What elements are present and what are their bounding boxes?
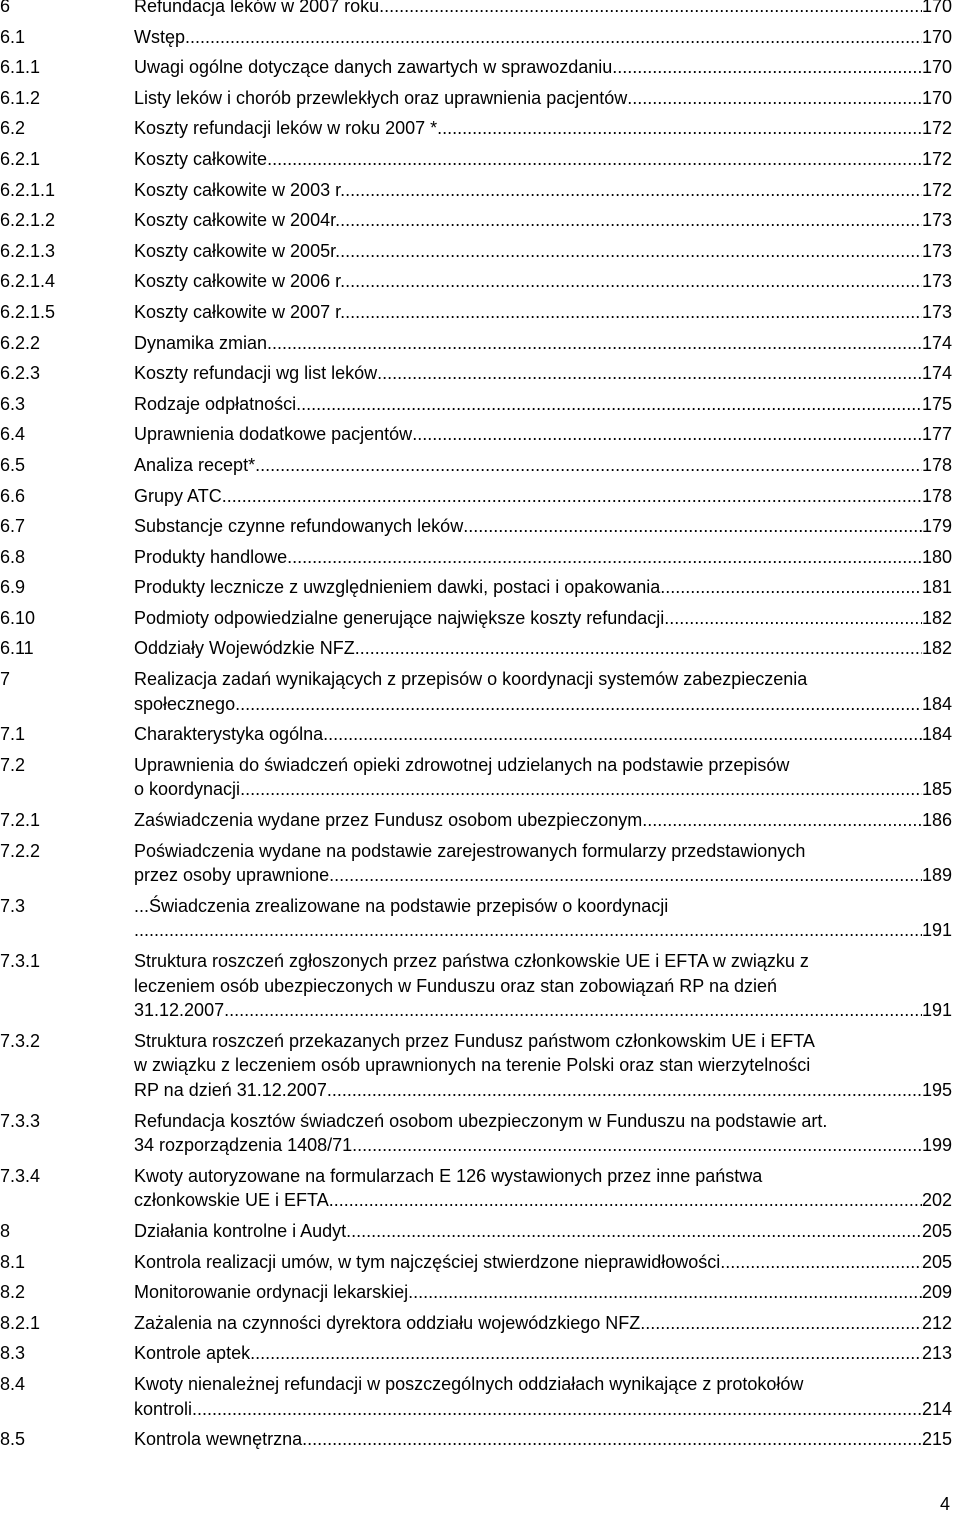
dot-leader (255, 453, 922, 478)
toc-entry[interactable] (0, 949, 952, 1023)
toc-entry-title-line: Refundacja kosztów świadczeń osobom ubezpieczonym w Funduszu na podstawie art. (134, 1110, 828, 1131)
toc-entry-title: Produkty lecznicze z uwzględnieniem dawki, postaci i opakowania (134, 577, 661, 598)
toc-entry[interactable] (0, 839, 952, 888)
toc-entry-title-line: Struktura roszczeń przekazanych przez Fundusz państwom członkowskim UE i EFTA (134, 1030, 815, 1051)
toc-entry-title: Koszty refundacji wg list leków (134, 363, 378, 384)
toc-entry[interactable] (0, 1341, 952, 1366)
toc-entry[interactable] (0, 422, 952, 447)
toc-entry-page: 195 (921, 1079, 952, 1100)
toc-entry-page: 182 (921, 607, 952, 628)
toc-entry-number: 7.2.1 (0, 810, 41, 831)
toc-entry-title: Koszty całkowite w 2007 r. (134, 301, 346, 322)
toc-entry-number: 8.2.1 (0, 1312, 41, 1333)
dot-leader (627, 86, 922, 111)
toc-entry-title-line: w związku z leczeniem osób uprawnionych na terenie Polski oraz stan wierzytelności (134, 1055, 811, 1076)
toc-entry-title: Kontrola wewnętrzna (134, 1429, 303, 1450)
toc-entry-page: 170 (921, 26, 952, 47)
toc-entry-number: 8.1 (0, 1251, 26, 1272)
toc-entry-title: Podmioty odpowiedzialne generujące największe koszty refundacji (134, 607, 665, 628)
toc-entry-number: 6.2.1 (0, 148, 41, 169)
toc-entry-page: 174 (921, 332, 952, 353)
toc-entry-number: 6.2.3 (0, 363, 41, 384)
toc-entry-number: 8.3 (0, 1343, 26, 1364)
toc-entry-page: 180 (921, 546, 952, 567)
toc-entry-title: Działania kontrolne i Audyt (134, 1220, 347, 1241)
toc-entry-title: Zaświadczenia wydane przez Fundusz osobom ubezpieczonym (134, 810, 643, 831)
toc-entry-number: 8.5 (0, 1429, 26, 1450)
toc-entry[interactable] (0, 300, 952, 325)
dot-leader (345, 300, 922, 325)
toc-entry-number: 6.1.2 (0, 87, 41, 108)
toc-entry-page: 191 (921, 920, 952, 941)
toc-entry-title-line: Kwoty nienależnej refundacji w poszczególnych oddziałach wynikające z protokołów (134, 1373, 804, 1394)
toc-entry-number: 6.8 (0, 546, 26, 567)
toc-entry[interactable] (0, 392, 952, 417)
dot-leader (250, 1341, 922, 1366)
toc-entry-page: 212 (921, 1312, 952, 1333)
toc-entry-page: 213 (921, 1343, 952, 1364)
dot-leader (345, 178, 922, 203)
toc-entry-title: Monitorowanie ordynacji lekarskiej (134, 1282, 409, 1303)
dot-leader (412, 422, 922, 447)
toc-entry-page: 205 (921, 1251, 952, 1272)
toc-entry-page: 172 (921, 179, 952, 200)
toc-entry-title: RP na dzień 31.12.2007 (134, 1079, 327, 1100)
toc-entry-title: społecznego (134, 693, 236, 714)
toc-entry-title: przez osoby uprawnione (134, 865, 330, 886)
dot-leader (224, 998, 922, 1023)
dot-leader (185, 25, 922, 50)
toc-entry-number: 7.3.3 (0, 1110, 41, 1131)
toc-entry-page: 199 (921, 1135, 952, 1156)
dot-leader (235, 692, 922, 717)
toc-entry-title: Wstęp (134, 26, 186, 47)
toc-entry-title-line: ...Świadczenia zrealizowane na podstawie przepisów o koordynacji (134, 895, 669, 916)
toc-entry-number: 6.2.1.1 (0, 179, 56, 200)
dot-leader (664, 606, 922, 631)
toc-entry[interactable] (0, 1280, 952, 1305)
dot-leader (463, 514, 922, 539)
toc-entry-number: 6.7 (0, 516, 26, 537)
toc-entry-page: 181 (921, 577, 952, 598)
dot-leader (267, 331, 922, 356)
dot-leader (222, 484, 922, 509)
toc-entry-number: 6 (0, 0, 11, 16)
toc-entry-page: 175 (921, 393, 952, 414)
toc-entry[interactable] (0, 808, 952, 833)
dot-leader (323, 722, 922, 747)
toc-entry[interactable] (0, 147, 952, 172)
dot-leader (345, 269, 922, 294)
toc-entry-title-line: Kwoty autoryzowane na formularzach E 126 wystawionych przez inne państwa (134, 1165, 763, 1186)
dot-leader (267, 147, 922, 172)
toc-entry-page: 178 (921, 485, 952, 506)
toc-entry[interactable] (0, 575, 952, 600)
toc-entry-title: Dynamika zmian (134, 332, 268, 353)
toc-entry-title: Oddziały Wojewódzkie NFZ (134, 638, 355, 659)
toc-entry-title: Kontrola realizacji umów, w tym najczęściej stwierdzone nieprawidłowości (134, 1251, 721, 1272)
toc-entry-title-line: leczeniem osób ubezpieczonych w Funduszu oraz stan zobowiązań RP na dzień (134, 975, 778, 996)
toc-entry[interactable] (0, 453, 952, 478)
toc-entry-page: 185 (921, 779, 952, 800)
toc-entry-number: 7.3.2 (0, 1030, 41, 1051)
toc-entry-title: Koszty całkowite w 2006 r. (134, 271, 346, 292)
toc-entry-number: 7.3.1 (0, 951, 41, 971)
dot-leader (346, 1219, 922, 1244)
toc-entry-title: Koszty całkowite (134, 148, 268, 169)
toc-entry[interactable] (0, 514, 952, 539)
toc-entry[interactable] (0, 178, 952, 203)
toc-entry-title: Kontrole aptek (134, 1343, 251, 1364)
toc-entry[interactable] (0, 0, 952, 19)
toc-entry-title: Zażalenia na czynności dyrektora oddziału wojewódzkiego NFZ (134, 1312, 641, 1333)
dot-leader (302, 1427, 922, 1452)
toc-entry-number: 8 (0, 1220, 11, 1241)
toc-entry-title: kontroli (134, 1398, 193, 1419)
toc-entry[interactable] (0, 25, 952, 50)
toc-entry[interactable] (0, 331, 952, 356)
toc-entry[interactable] (0, 269, 952, 294)
toc-entry-page: 173 (921, 210, 952, 231)
toc-entry-title: Uprawnienia dodatkowe pacjentów (134, 424, 413, 445)
dot-leader (642, 808, 922, 833)
toc-entry-number: 6.2.1.2 (0, 210, 56, 231)
toc-entry-number: 7.1 (0, 724, 26, 745)
toc-entry-title: Analiza recept* (134, 454, 256, 475)
toc-entry-number: 6.5 (0, 454, 26, 475)
dot-leader (329, 1188, 922, 1213)
toc-entry-page: 202 (921, 1190, 952, 1211)
toc-entry[interactable] (0, 1029, 952, 1103)
toc-entry[interactable] (0, 1164, 952, 1213)
toc-entry-page: 205 (921, 1220, 952, 1241)
toc-entry-number: 6.6 (0, 485, 26, 506)
toc-entry-title: Koszty refundacji leków w roku 2007 * (134, 118, 438, 139)
toc-entry-page: 173 (921, 271, 952, 292)
toc-entry-number: 7.3 (0, 895, 26, 916)
toc-entry[interactable] (0, 1311, 952, 1336)
toc-entry-page: 184 (921, 693, 952, 714)
toc-entry-title-line: Realizacja zadań wynikających z przepisów o koordynacji systemów zabezpieczenia (134, 669, 808, 690)
toc-entry-number: 7.3.4 (0, 1165, 41, 1186)
toc-entry-title: Rodzaje odpłatności (134, 393, 297, 414)
toc-entry-title-line: Poświadczenia wydane na podstawie zarejestrowanych formularzy przedstawionych (134, 840, 806, 861)
toc-entry-title: Koszty całkowite w 2003 r. (134, 179, 346, 200)
toc-entry-number: 6.2.2 (0, 332, 41, 353)
toc-entry-page: 174 (921, 363, 952, 384)
toc-entry[interactable] (0, 1250, 952, 1275)
toc-entry[interactable] (0, 208, 952, 233)
toc-entry-title: Koszty całkowite w 2005r. (134, 240, 341, 261)
toc-entry-page: 191 (921, 1000, 952, 1021)
toc-entry[interactable] (0, 1372, 952, 1421)
toc-entry-number: 7 (0, 669, 11, 690)
toc-entry-page: 184 (921, 724, 952, 745)
toc-entry-page: 186 (921, 810, 952, 831)
toc-entry-page: 178 (921, 454, 952, 475)
toc-entry-number: 7.2 (0, 754, 26, 775)
toc-entry-page: 214 (921, 1398, 952, 1419)
toc-entry-page: 209 (921, 1282, 952, 1303)
toc-entry-number: 6.9 (0, 577, 26, 598)
toc-entry-number: 6.11 (0, 638, 34, 659)
toc-entry-page: 172 (921, 148, 952, 169)
dot-leader (377, 361, 922, 386)
toc-entry-title: 31.12.2007 (134, 1000, 225, 1021)
dot-leader (437, 116, 922, 141)
toc-entry-number: 6.1 (0, 26, 26, 47)
toc-entry[interactable] (0, 636, 952, 661)
toc-entry-number: 8.4 (0, 1373, 26, 1394)
dot-leader (340, 208, 922, 233)
toc-entry-number: 6.2.1.3 (0, 240, 56, 261)
toc-entry-page: 215 (921, 1429, 952, 1450)
toc-entry[interactable] (0, 894, 952, 943)
toc-entry[interactable] (0, 86, 952, 111)
toc-entry[interactable] (0, 55, 952, 80)
toc-entry-page: 173 (921, 240, 952, 261)
dot-leader (379, 0, 922, 19)
toc-entry-title: Produkty handlowe (134, 546, 288, 567)
dot-leader (612, 55, 922, 80)
toc-entry-page: 177 (921, 424, 952, 445)
toc-entry[interactable] (0, 239, 952, 264)
dot-leader (340, 239, 922, 264)
toc-entry-number: 7.2.2 (0, 840, 41, 861)
toc-entry-number: 8.2 (0, 1282, 26, 1303)
dot-leader (240, 777, 922, 802)
toc-entry-title: Koszty całkowite w 2004r. (134, 210, 341, 231)
toc-entry-title: Grupy ATC (134, 485, 222, 506)
toc-entry-page: 170 (921, 57, 952, 78)
toc-entry-title: Uwagi ogólne dotyczące danych zawartych w sprawozdaniu (134, 57, 613, 78)
toc-entry-page: 173 (921, 301, 952, 322)
toc-entry-title: Charakterystyka ogólna (134, 724, 324, 745)
toc-entry-page: 172 (921, 118, 952, 139)
toc-entry-page: 170 (921, 87, 952, 108)
toc-entry-number: 6.10 (0, 607, 36, 628)
toc-entry-title: członkowskie UE i EFTA (134, 1190, 329, 1211)
toc-entry[interactable] (0, 484, 952, 509)
toc-entry-title-line: Struktura roszczeń zgłoszonych przez państwa członkowskie UE i EFTA w związku z (134, 951, 809, 971)
toc-entry-number: 6.2 (0, 118, 26, 139)
dot-leader (408, 1280, 922, 1305)
toc-entry-title-line: Uprawnienia do świadczeń opieki zdrowotnej udzielanych na podstawie przepisów (134, 754, 790, 775)
toc-entry-number: 6.2.1.4 (0, 271, 56, 292)
toc-entry[interactable] (0, 722, 952, 747)
toc-entry-page: 182 (921, 638, 952, 659)
dot-leader (134, 918, 922, 943)
toc-entry-number: 6.1.1 (0, 57, 41, 78)
toc-entry[interactable] (0, 1219, 952, 1244)
toc-entry[interactable] (0, 606, 952, 631)
dot-leader (287, 545, 922, 570)
toc-entry[interactable] (0, 1109, 952, 1158)
page-number: 4 (939, 1494, 950, 1514)
toc-entry[interactable] (0, 361, 952, 386)
toc-entry-title: 34 rozporządzenia 1408/71 (134, 1135, 353, 1156)
toc-entry[interactable] (0, 667, 952, 716)
toc-entry-number: 6.4 (0, 424, 26, 445)
toc-entry[interactable] (0, 545, 952, 570)
dot-leader (352, 1133, 922, 1158)
dot-leader (640, 1311, 922, 1336)
dot-leader (720, 1250, 922, 1275)
dot-leader (329, 863, 922, 888)
toc-entry-title: Refundacja leków w 2007 roku (134, 0, 380, 16)
toc-entry-page: 189 (921, 865, 952, 886)
toc-entry-title: Substancje czynne refundowanych leków (134, 516, 464, 537)
dot-leader (355, 636, 922, 661)
toc-entry[interactable] (0, 116, 952, 141)
toc-entry-number: 6.2.1.5 (0, 301, 56, 322)
dot-leader (192, 1397, 922, 1422)
dot-leader (660, 575, 922, 600)
toc-entry-page: 179 (921, 516, 952, 537)
dot-leader (296, 392, 922, 417)
toc-entry-number: 6.3 (0, 393, 26, 414)
toc-entry-page: 170 (921, 0, 952, 16)
toc-entry-title: Listy leków i chorób przewlekłych oraz uprawnienia pacjentów (134, 87, 628, 108)
toc-entry[interactable] (0, 753, 952, 802)
dot-leader (327, 1078, 922, 1103)
toc-entry[interactable] (0, 1427, 952, 1452)
toc-entry-title: o koordynacji (134, 779, 241, 800)
